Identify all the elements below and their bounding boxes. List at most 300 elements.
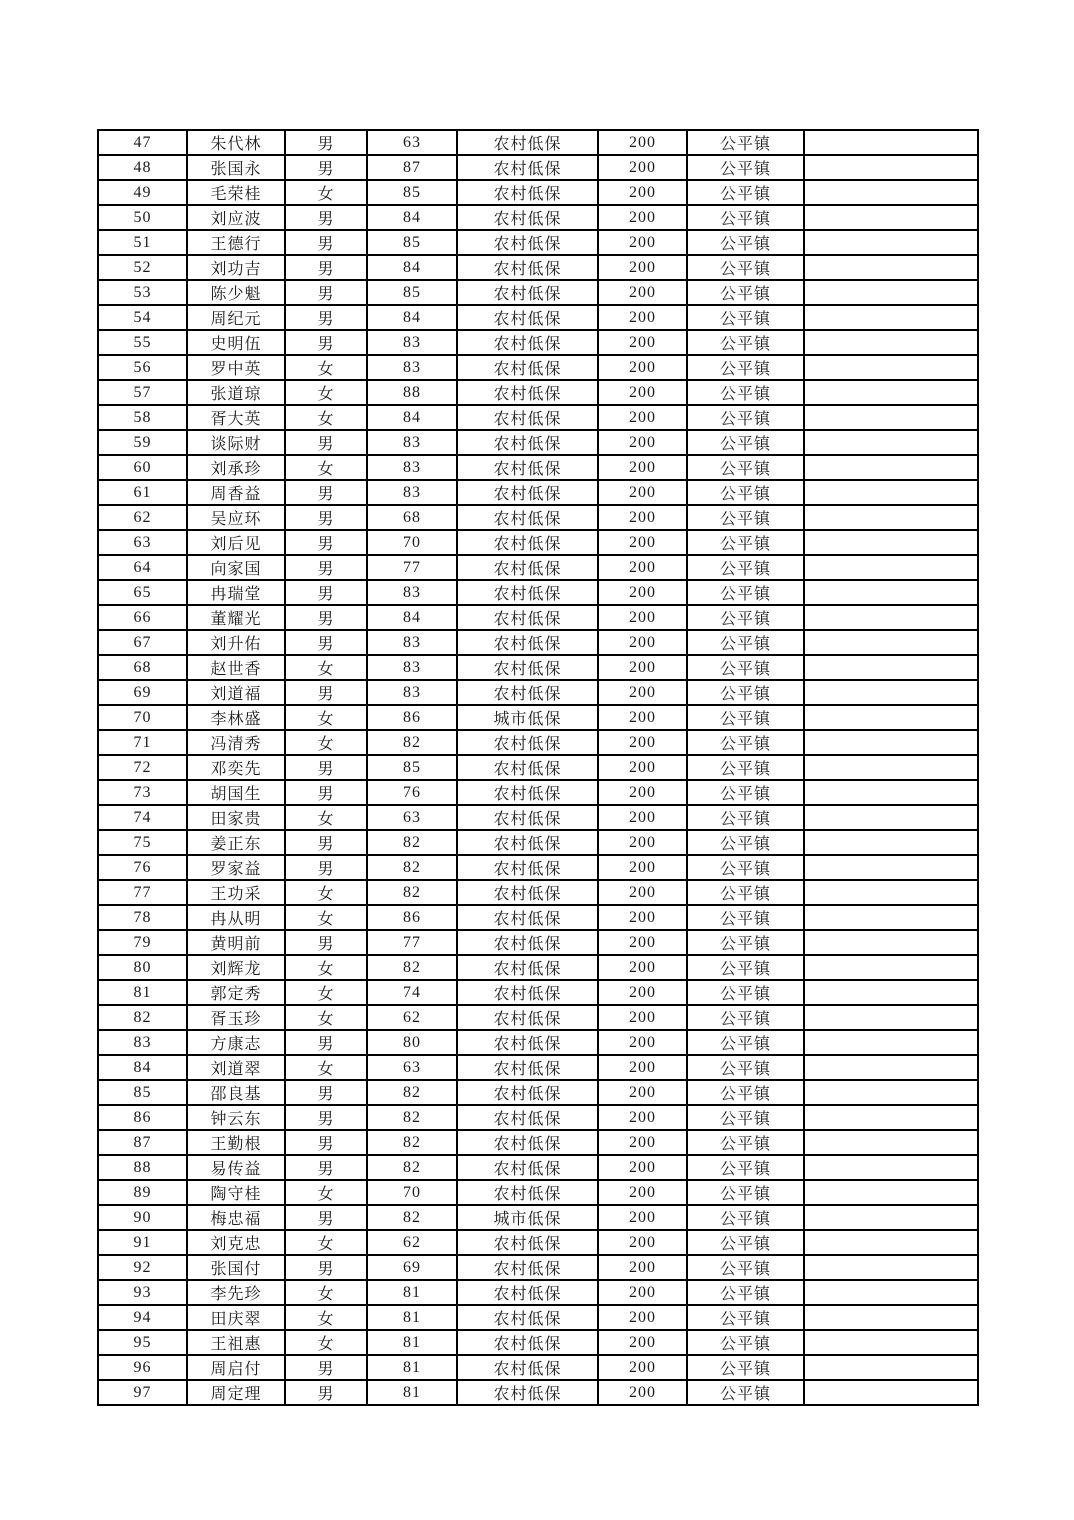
cell-town: 公平镇 bbox=[687, 705, 804, 730]
table-row bbox=[98, 730, 978, 755]
cell-type: 农村低保 bbox=[457, 380, 598, 405]
cell-serial: 81 bbox=[98, 980, 187, 1005]
cell-amount: 200 bbox=[598, 1330, 687, 1355]
cell-amount: 200 bbox=[598, 1005, 687, 1030]
cell-town: 公平镇 bbox=[687, 1305, 804, 1330]
cell-serial: 95 bbox=[98, 1330, 187, 1355]
cell-age: 77 bbox=[367, 930, 457, 955]
cell-gender: 男 bbox=[285, 280, 367, 305]
cell-age: 86 bbox=[367, 905, 457, 930]
cell-town: 公平镇 bbox=[687, 1130, 804, 1155]
cell-age: 82 bbox=[367, 730, 457, 755]
cell-age: 88 bbox=[367, 380, 457, 405]
cell-remark bbox=[804, 280, 978, 305]
cell-age: 81 bbox=[367, 1355, 457, 1380]
cell-type: 农村低保 bbox=[457, 255, 598, 280]
cell-name: 朱代林 bbox=[187, 130, 285, 155]
cell-age: 70 bbox=[367, 530, 457, 555]
cell-gender: 男 bbox=[285, 1255, 367, 1280]
cell-age: 84 bbox=[367, 205, 457, 230]
cell-serial: 47 bbox=[98, 130, 187, 155]
cell-remark bbox=[804, 205, 978, 230]
cell-serial: 71 bbox=[98, 730, 187, 755]
cell-serial: 86 bbox=[98, 1105, 187, 1130]
cell-age: 82 bbox=[367, 855, 457, 880]
cell-remark bbox=[804, 780, 978, 805]
cell-serial: 48 bbox=[98, 155, 187, 180]
cell-age: 82 bbox=[367, 1155, 457, 1180]
cell-type: 农村低保 bbox=[457, 980, 598, 1005]
cell-amount: 200 bbox=[598, 380, 687, 405]
cell-remark bbox=[804, 380, 978, 405]
cell-serial: 89 bbox=[98, 1180, 187, 1205]
cell-gender: 男 bbox=[285, 1380, 367, 1405]
cell-age: 83 bbox=[367, 355, 457, 380]
table-row bbox=[98, 1130, 978, 1155]
cell-town: 公平镇 bbox=[687, 805, 804, 830]
cell-town: 公平镇 bbox=[687, 855, 804, 880]
cell-age: 69 bbox=[367, 1255, 457, 1280]
cell-town: 公平镇 bbox=[687, 830, 804, 855]
cell-remark bbox=[804, 455, 978, 480]
cell-serial: 85 bbox=[98, 1080, 187, 1105]
cell-name: 李林盛 bbox=[187, 705, 285, 730]
cell-name: 谈际财 bbox=[187, 430, 285, 455]
cell-serial: 50 bbox=[98, 205, 187, 230]
cell-age: 83 bbox=[367, 430, 457, 455]
cell-serial: 52 bbox=[98, 255, 187, 280]
cell-name: 胥大英 bbox=[187, 405, 285, 430]
table-row bbox=[98, 455, 978, 480]
cell-gender: 男 bbox=[285, 430, 367, 455]
cell-remark bbox=[804, 1355, 978, 1380]
cell-town: 公平镇 bbox=[687, 205, 804, 230]
cell-age: 85 bbox=[367, 180, 457, 205]
cell-type: 农村低保 bbox=[457, 1030, 598, 1055]
table-body bbox=[98, 130, 978, 1405]
cell-type: 农村低保 bbox=[457, 680, 598, 705]
table-row bbox=[98, 530, 978, 555]
cell-town: 公平镇 bbox=[687, 1005, 804, 1030]
cell-town: 公平镇 bbox=[687, 1055, 804, 1080]
cell-amount: 200 bbox=[598, 830, 687, 855]
cell-gender: 女 bbox=[285, 980, 367, 1005]
cell-name: 梅忠福 bbox=[187, 1205, 285, 1230]
cell-serial: 93 bbox=[98, 1280, 187, 1305]
cell-age: 63 bbox=[367, 130, 457, 155]
cell-type: 农村低保 bbox=[457, 205, 598, 230]
cell-type: 农村低保 bbox=[457, 1280, 598, 1305]
cell-name: 刘辉龙 bbox=[187, 955, 285, 980]
cell-serial: 94 bbox=[98, 1305, 187, 1330]
cell-serial: 87 bbox=[98, 1130, 187, 1155]
cell-amount: 200 bbox=[598, 255, 687, 280]
cell-town: 公平镇 bbox=[687, 980, 804, 1005]
cell-type: 农村低保 bbox=[457, 555, 598, 580]
cell-name: 刘应波 bbox=[187, 205, 285, 230]
cell-amount: 200 bbox=[598, 1030, 687, 1055]
cell-amount: 200 bbox=[598, 555, 687, 580]
cell-remark bbox=[804, 905, 978, 930]
cell-town: 公平镇 bbox=[687, 530, 804, 555]
cell-type: 农村低保 bbox=[457, 830, 598, 855]
cell-town: 公平镇 bbox=[687, 1105, 804, 1130]
cell-name: 刘升佑 bbox=[187, 630, 285, 655]
cell-amount: 200 bbox=[598, 405, 687, 430]
cell-remark bbox=[804, 580, 978, 605]
cell-town: 公平镇 bbox=[687, 1355, 804, 1380]
table-row bbox=[98, 505, 978, 530]
cell-remark bbox=[804, 480, 978, 505]
cell-amount: 200 bbox=[598, 180, 687, 205]
cell-age: 82 bbox=[367, 1105, 457, 1130]
table-row bbox=[98, 1230, 978, 1255]
cell-serial: 57 bbox=[98, 380, 187, 405]
cell-name: 冉瑞堂 bbox=[187, 580, 285, 605]
cell-gender: 男 bbox=[285, 855, 367, 880]
cell-age: 68 bbox=[367, 505, 457, 530]
table-row bbox=[98, 755, 978, 780]
table-row bbox=[98, 855, 978, 880]
cell-gender: 男 bbox=[285, 1030, 367, 1055]
cell-gender: 男 bbox=[285, 605, 367, 630]
cell-type: 农村低保 bbox=[457, 130, 598, 155]
cell-name: 周香益 bbox=[187, 480, 285, 505]
cell-type: 农村低保 bbox=[457, 780, 598, 805]
cell-type: 农村低保 bbox=[457, 355, 598, 380]
welfare-roster-table bbox=[97, 129, 979, 1406]
cell-gender: 男 bbox=[285, 1205, 367, 1230]
cell-remark bbox=[804, 930, 978, 955]
cell-serial: 56 bbox=[98, 355, 187, 380]
cell-name: 张国永 bbox=[187, 155, 285, 180]
cell-serial: 49 bbox=[98, 180, 187, 205]
cell-type: 农村低保 bbox=[457, 1305, 598, 1330]
cell-type: 农村低保 bbox=[457, 655, 598, 680]
table-row bbox=[98, 1180, 978, 1205]
cell-type: 农村低保 bbox=[457, 1055, 598, 1080]
table-row bbox=[98, 780, 978, 805]
cell-gender: 男 bbox=[285, 305, 367, 330]
cell-remark bbox=[804, 655, 978, 680]
cell-serial: 63 bbox=[98, 530, 187, 555]
cell-name: 罗家益 bbox=[187, 855, 285, 880]
cell-name: 赵世香 bbox=[187, 655, 285, 680]
cell-remark bbox=[804, 305, 978, 330]
cell-type: 农村低保 bbox=[457, 1155, 598, 1180]
cell-town: 公平镇 bbox=[687, 305, 804, 330]
cell-gender: 男 bbox=[285, 230, 367, 255]
cell-remark bbox=[804, 1080, 978, 1105]
cell-serial: 75 bbox=[98, 830, 187, 855]
cell-age: 83 bbox=[367, 580, 457, 605]
cell-name: 周纪元 bbox=[187, 305, 285, 330]
cell-age: 83 bbox=[367, 455, 457, 480]
cell-type: 农村低保 bbox=[457, 1180, 598, 1205]
table-row bbox=[98, 280, 978, 305]
cell-name: 周定理 bbox=[187, 1380, 285, 1405]
cell-amount: 200 bbox=[598, 355, 687, 380]
cell-type: 农村低保 bbox=[457, 505, 598, 530]
cell-amount: 200 bbox=[598, 805, 687, 830]
cell-age: 85 bbox=[367, 280, 457, 305]
cell-age: 81 bbox=[367, 1305, 457, 1330]
cell-gender: 女 bbox=[285, 655, 367, 680]
cell-town: 公平镇 bbox=[687, 1230, 804, 1255]
table-row bbox=[98, 230, 978, 255]
cell-town: 公平镇 bbox=[687, 480, 804, 505]
cell-amount: 200 bbox=[598, 505, 687, 530]
cell-amount: 200 bbox=[598, 155, 687, 180]
cell-town: 公平镇 bbox=[687, 605, 804, 630]
table-row bbox=[98, 955, 978, 980]
cell-type: 农村低保 bbox=[457, 230, 598, 255]
table-row bbox=[98, 1105, 978, 1130]
cell-gender: 男 bbox=[285, 1355, 367, 1380]
cell-name: 张国付 bbox=[187, 1255, 285, 1280]
cell-age: 81 bbox=[367, 1380, 457, 1405]
cell-age: 85 bbox=[367, 230, 457, 255]
cell-remark bbox=[804, 505, 978, 530]
cell-gender: 男 bbox=[285, 580, 367, 605]
cell-town: 公平镇 bbox=[687, 1255, 804, 1280]
cell-age: 83 bbox=[367, 480, 457, 505]
cell-gender: 男 bbox=[285, 130, 367, 155]
cell-name: 张道琼 bbox=[187, 380, 285, 405]
cell-gender: 女 bbox=[285, 355, 367, 380]
cell-amount: 200 bbox=[598, 130, 687, 155]
cell-name: 邵良基 bbox=[187, 1080, 285, 1105]
cell-remark bbox=[804, 1330, 978, 1355]
cell-age: 82 bbox=[367, 830, 457, 855]
table-row bbox=[98, 1355, 978, 1380]
cell-amount: 200 bbox=[598, 955, 687, 980]
cell-remark bbox=[804, 1005, 978, 1030]
cell-remark bbox=[804, 1180, 978, 1205]
cell-remark bbox=[804, 1130, 978, 1155]
cell-serial: 53 bbox=[98, 280, 187, 305]
cell-town: 公平镇 bbox=[687, 580, 804, 605]
table-row bbox=[98, 355, 978, 380]
cell-serial: 88 bbox=[98, 1155, 187, 1180]
cell-name: 周启付 bbox=[187, 1355, 285, 1380]
cell-gender: 女 bbox=[285, 805, 367, 830]
cell-town: 公平镇 bbox=[687, 130, 804, 155]
cell-age: 84 bbox=[367, 255, 457, 280]
table-row bbox=[98, 1030, 978, 1055]
cell-gender: 女 bbox=[285, 705, 367, 730]
cell-town: 公平镇 bbox=[687, 1380, 804, 1405]
cell-age: 84 bbox=[367, 405, 457, 430]
cell-age: 86 bbox=[367, 705, 457, 730]
cell-amount: 200 bbox=[598, 480, 687, 505]
cell-town: 公平镇 bbox=[687, 1155, 804, 1180]
cell-age: 82 bbox=[367, 1080, 457, 1105]
cell-amount: 200 bbox=[598, 655, 687, 680]
cell-remark bbox=[804, 1380, 978, 1405]
table-row bbox=[98, 680, 978, 705]
cell-remark bbox=[804, 680, 978, 705]
table-row bbox=[98, 480, 978, 505]
cell-remark bbox=[804, 1305, 978, 1330]
cell-gender: 女 bbox=[285, 1305, 367, 1330]
cell-amount: 200 bbox=[598, 780, 687, 805]
table-row bbox=[98, 305, 978, 330]
cell-serial: 51 bbox=[98, 230, 187, 255]
cell-amount: 200 bbox=[598, 1255, 687, 1280]
cell-type: 农村低保 bbox=[457, 730, 598, 755]
cell-amount: 200 bbox=[598, 1205, 687, 1230]
cell-name: 黄明前 bbox=[187, 930, 285, 955]
cell-type: 农村低保 bbox=[457, 1130, 598, 1155]
table-row bbox=[98, 605, 978, 630]
cell-gender: 男 bbox=[285, 780, 367, 805]
cell-type: 城市低保 bbox=[457, 705, 598, 730]
table-row bbox=[98, 630, 978, 655]
cell-type: 农村低保 bbox=[457, 905, 598, 930]
cell-town: 公平镇 bbox=[687, 680, 804, 705]
cell-serial: 66 bbox=[98, 605, 187, 630]
cell-town: 公平镇 bbox=[687, 905, 804, 930]
cell-amount: 200 bbox=[598, 1230, 687, 1255]
cell-gender: 男 bbox=[285, 755, 367, 780]
cell-amount: 200 bbox=[598, 1155, 687, 1180]
cell-gender: 女 bbox=[285, 1230, 367, 1255]
cell-serial: 54 bbox=[98, 305, 187, 330]
cell-amount: 200 bbox=[598, 880, 687, 905]
cell-name: 钟云东 bbox=[187, 1105, 285, 1130]
cell-name: 李先珍 bbox=[187, 1280, 285, 1305]
cell-age: 70 bbox=[367, 1180, 457, 1205]
cell-type: 农村低保 bbox=[457, 805, 598, 830]
cell-gender: 男 bbox=[285, 530, 367, 555]
cell-gender: 男 bbox=[285, 1130, 367, 1155]
cell-type: 农村低保 bbox=[457, 1005, 598, 1030]
cell-gender: 男 bbox=[285, 930, 367, 955]
cell-gender: 女 bbox=[285, 1055, 367, 1080]
cell-age: 77 bbox=[367, 555, 457, 580]
cell-remark bbox=[804, 730, 978, 755]
cell-gender: 女 bbox=[285, 1330, 367, 1355]
cell-remark bbox=[804, 1030, 978, 1055]
cell-name: 陈少魁 bbox=[187, 280, 285, 305]
cell-amount: 200 bbox=[598, 755, 687, 780]
cell-name: 毛荣桂 bbox=[187, 180, 285, 205]
cell-name: 方康志 bbox=[187, 1030, 285, 1055]
cell-type: 城市低保 bbox=[457, 1205, 598, 1230]
cell-name: 王功采 bbox=[187, 880, 285, 905]
cell-serial: 68 bbox=[98, 655, 187, 680]
cell-type: 农村低保 bbox=[457, 1330, 598, 1355]
cell-amount: 200 bbox=[598, 1180, 687, 1205]
cell-serial: 82 bbox=[98, 1005, 187, 1030]
table-row bbox=[98, 430, 978, 455]
cell-amount: 200 bbox=[598, 455, 687, 480]
cell-town: 公平镇 bbox=[687, 1330, 804, 1355]
table-row bbox=[98, 980, 978, 1005]
cell-remark bbox=[804, 130, 978, 155]
table-row bbox=[98, 1055, 978, 1080]
cell-gender: 男 bbox=[285, 830, 367, 855]
cell-serial: 84 bbox=[98, 1055, 187, 1080]
cell-town: 公平镇 bbox=[687, 405, 804, 430]
cell-serial: 58 bbox=[98, 405, 187, 430]
cell-type: 农村低保 bbox=[457, 755, 598, 780]
cell-gender: 男 bbox=[285, 255, 367, 280]
table-row bbox=[98, 880, 978, 905]
cell-serial: 90 bbox=[98, 1205, 187, 1230]
cell-name: 陶守桂 bbox=[187, 1180, 285, 1205]
cell-amount: 200 bbox=[598, 1130, 687, 1155]
cell-serial: 65 bbox=[98, 580, 187, 605]
cell-town: 公平镇 bbox=[687, 355, 804, 380]
table-row bbox=[98, 1255, 978, 1280]
cell-remark bbox=[804, 330, 978, 355]
cell-amount: 200 bbox=[598, 630, 687, 655]
cell-name: 罗中英 bbox=[187, 355, 285, 380]
cell-type: 农村低保 bbox=[457, 530, 598, 555]
cell-type: 农村低保 bbox=[457, 605, 598, 630]
cell-remark bbox=[804, 880, 978, 905]
cell-town: 公平镇 bbox=[687, 430, 804, 455]
cell-remark bbox=[804, 1105, 978, 1130]
cell-name: 刘后见 bbox=[187, 530, 285, 555]
cell-name: 田家贵 bbox=[187, 805, 285, 830]
cell-serial: 55 bbox=[98, 330, 187, 355]
cell-name: 王德行 bbox=[187, 230, 285, 255]
cell-serial: 80 bbox=[98, 955, 187, 980]
cell-name: 吴应环 bbox=[187, 505, 285, 530]
cell-serial: 79 bbox=[98, 930, 187, 955]
cell-age: 62 bbox=[367, 1005, 457, 1030]
cell-amount: 200 bbox=[598, 1105, 687, 1130]
cell-serial: 76 bbox=[98, 855, 187, 880]
cell-gender: 男 bbox=[285, 505, 367, 530]
cell-age: 63 bbox=[367, 1055, 457, 1080]
cell-type: 农村低保 bbox=[457, 330, 598, 355]
cell-remark bbox=[804, 630, 978, 655]
cell-remark bbox=[804, 705, 978, 730]
cell-name: 郭定秀 bbox=[187, 980, 285, 1005]
cell-gender: 男 bbox=[285, 1080, 367, 1105]
table-row bbox=[98, 1205, 978, 1230]
cell-remark bbox=[804, 1205, 978, 1230]
cell-amount: 200 bbox=[598, 530, 687, 555]
cell-name: 冯清秀 bbox=[187, 730, 285, 755]
cell-remark bbox=[804, 1230, 978, 1255]
cell-serial: 64 bbox=[98, 555, 187, 580]
cell-age: 82 bbox=[367, 880, 457, 905]
cell-remark bbox=[804, 155, 978, 180]
cell-type: 农村低保 bbox=[457, 1255, 598, 1280]
cell-amount: 200 bbox=[598, 205, 687, 230]
cell-type: 农村低保 bbox=[457, 1105, 598, 1130]
cell-name: 刘道翠 bbox=[187, 1055, 285, 1080]
cell-gender: 女 bbox=[285, 905, 367, 930]
cell-town: 公平镇 bbox=[687, 1080, 804, 1105]
cell-gender: 女 bbox=[285, 455, 367, 480]
cell-remark bbox=[804, 605, 978, 630]
cell-gender: 女 bbox=[285, 405, 367, 430]
table-row bbox=[98, 555, 978, 580]
cell-serial: 91 bbox=[98, 1230, 187, 1255]
cell-name: 胡国生 bbox=[187, 780, 285, 805]
table-row bbox=[98, 1155, 978, 1180]
cell-town: 公平镇 bbox=[687, 155, 804, 180]
cell-amount: 200 bbox=[598, 330, 687, 355]
table-row bbox=[98, 405, 978, 430]
cell-town: 公平镇 bbox=[687, 380, 804, 405]
